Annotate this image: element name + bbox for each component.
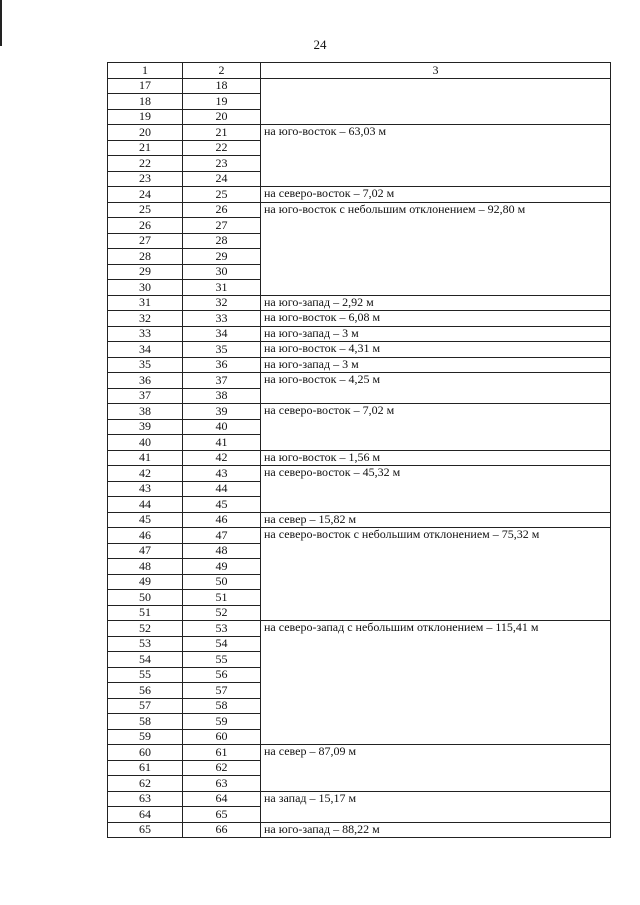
boundary-table — [107, 62, 611, 838]
from-point-cell: 31 — [108, 295, 183, 311]
to-point-cell: 26 — [183, 202, 261, 218]
to-point-cell: 38 — [183, 388, 261, 404]
direction-description-cell: на северо-восток – 45,32 м — [261, 466, 611, 513]
to-point-cell: 25 — [183, 187, 261, 203]
direction-description-cell: на юго-восток – 4,31 м — [261, 342, 611, 358]
to-point-cell: 58 — [183, 698, 261, 714]
from-point-cell: 29 — [108, 264, 183, 280]
from-point-cell: 53 — [108, 636, 183, 652]
from-point-cell: 35 — [108, 357, 183, 373]
to-point-cell: 49 — [183, 559, 261, 575]
page-number: 24 — [313, 37, 327, 52]
table-row — [108, 326, 611, 342]
direction-description-cell: на север – 87,09 м — [261, 745, 611, 792]
from-point-cell: 34 — [108, 342, 183, 358]
to-point-cell: 23 — [183, 156, 261, 172]
from-point-cell: 52 — [108, 621, 183, 637]
direction-description-cell: на юго-восток – 4,25 м — [261, 373, 611, 404]
direction-description-cell: на северо-восток – 7,02 м — [261, 187, 611, 203]
from-point-cell: 61 — [108, 760, 183, 776]
to-point-cell: 24 — [183, 171, 261, 187]
to-point-cell: 45 — [183, 497, 261, 513]
table-row — [108, 373, 611, 389]
direction-description-cell: на северо-восток с небольшим отклонением – 75,32 м — [261, 528, 611, 621]
to-point-cell: 27 — [183, 218, 261, 234]
to-point-cell: 52 — [183, 605, 261, 621]
from-point-cell: 65 — [108, 822, 183, 838]
to-point-cell: 55 — [183, 652, 261, 668]
direction-description-cell: на запад – 15,17 м — [261, 791, 611, 822]
direction-description-cell: на юго-запад – 3 м — [261, 326, 611, 342]
from-point-cell: 64 — [108, 807, 183, 823]
from-point-cell: 45 — [108, 512, 183, 528]
from-point-cell: 59 — [108, 729, 183, 745]
from-point-cell: 47 — [108, 543, 183, 559]
from-point-cell: 19 — [108, 109, 183, 125]
table-row — [108, 621, 611, 637]
from-point-cell: 23 — [108, 171, 183, 187]
to-point-cell: 46 — [183, 512, 261, 528]
from-point-cell: 21 — [108, 140, 183, 156]
table-row — [108, 404, 611, 420]
table-row — [108, 466, 611, 482]
from-point-cell: 43 — [108, 481, 183, 497]
to-point-cell: 44 — [183, 481, 261, 497]
from-point-cell: 24 — [108, 187, 183, 203]
direction-description-cell — [261, 78, 611, 125]
from-point-cell: 20 — [108, 125, 183, 141]
from-point-cell: 42 — [108, 466, 183, 482]
from-point-cell: 54 — [108, 652, 183, 668]
to-point-cell: 62 — [183, 760, 261, 776]
table-row — [108, 202, 611, 218]
to-point-cell: 31 — [183, 280, 261, 296]
table-row — [108, 342, 611, 358]
column-header-3: 3 — [261, 63, 611, 79]
to-point-cell: 37 — [183, 373, 261, 389]
table-header-row — [108, 63, 611, 79]
direction-description-cell: на юго-восток – 1,56 м — [261, 450, 611, 466]
from-point-cell: 60 — [108, 745, 183, 761]
from-point-cell: 62 — [108, 776, 183, 792]
table-row — [108, 512, 611, 528]
from-point-cell: 17 — [108, 78, 183, 94]
from-point-cell: 27 — [108, 233, 183, 249]
direction-description-cell: на юго-восток – 63,03 м — [261, 125, 611, 187]
to-point-cell: 63 — [183, 776, 261, 792]
table-row — [108, 125, 611, 141]
to-point-cell: 36 — [183, 357, 261, 373]
to-point-cell: 35 — [183, 342, 261, 358]
to-point-cell: 50 — [183, 574, 261, 590]
to-point-cell: 30 — [183, 264, 261, 280]
from-point-cell: 22 — [108, 156, 183, 172]
from-point-cell: 37 — [108, 388, 183, 404]
direction-description-cell: на юго-восток – 6,08 м — [261, 311, 611, 327]
from-point-cell: 26 — [108, 218, 183, 234]
table-row — [108, 187, 611, 203]
from-point-cell: 56 — [108, 683, 183, 699]
direction-description-cell: на северо-восток – 7,02 м — [261, 404, 611, 451]
column-header-2: 2 — [183, 63, 261, 79]
to-point-cell: 20 — [183, 109, 261, 125]
direction-description-cell: на север – 15,82 м — [261, 512, 611, 528]
to-point-cell: 47 — [183, 528, 261, 544]
to-point-cell: 28 — [183, 233, 261, 249]
to-point-cell: 42 — [183, 450, 261, 466]
from-point-cell: 25 — [108, 202, 183, 218]
table-row — [108, 295, 611, 311]
to-point-cell: 41 — [183, 435, 261, 451]
table-row — [108, 311, 611, 327]
table-row — [108, 745, 611, 761]
table-row — [108, 791, 611, 807]
from-point-cell: 41 — [108, 450, 183, 466]
to-point-cell: 34 — [183, 326, 261, 342]
to-point-cell: 56 — [183, 667, 261, 683]
table-row — [108, 78, 611, 94]
to-point-cell: 40 — [183, 419, 261, 435]
direction-description-cell: на юго-запад – 88,22 м — [261, 822, 611, 838]
to-point-cell: 32 — [183, 295, 261, 311]
from-point-cell: 28 — [108, 249, 183, 265]
to-point-cell: 19 — [183, 94, 261, 110]
to-point-cell: 66 — [183, 822, 261, 838]
direction-description-cell: на северо-запад с небольшим отклонением – 115,41 м — [261, 621, 611, 745]
to-point-cell: 65 — [183, 807, 261, 823]
from-point-cell: 36 — [108, 373, 183, 389]
from-point-cell: 48 — [108, 559, 183, 575]
direction-description-cell: на юго-восток с небольшим отклонением – 92,80 м — [261, 202, 611, 295]
table-row — [108, 357, 611, 373]
to-point-cell: 18 — [183, 78, 261, 94]
from-point-cell: 39 — [108, 419, 183, 435]
from-point-cell: 49 — [108, 574, 183, 590]
to-point-cell: 48 — [183, 543, 261, 559]
table-row — [108, 822, 611, 838]
from-point-cell: 63 — [108, 791, 183, 807]
from-point-cell: 44 — [108, 497, 183, 513]
to-point-cell: 57 — [183, 683, 261, 699]
to-point-cell: 39 — [183, 404, 261, 420]
from-point-cell: 55 — [108, 667, 183, 683]
to-point-cell: 43 — [183, 466, 261, 482]
to-point-cell: 61 — [183, 745, 261, 761]
to-point-cell: 54 — [183, 636, 261, 652]
direction-description-cell: на юго-запад – 2,92 м — [261, 295, 611, 311]
from-point-cell: 58 — [108, 714, 183, 730]
from-point-cell: 46 — [108, 528, 183, 544]
to-point-cell: 51 — [183, 590, 261, 606]
from-point-cell: 33 — [108, 326, 183, 342]
to-point-cell: 60 — [183, 729, 261, 745]
from-point-cell: 40 — [108, 435, 183, 451]
to-point-cell: 29 — [183, 249, 261, 265]
direction-description-cell: на юго-запад – 3 м — [261, 357, 611, 373]
table-row — [108, 528, 611, 544]
to-point-cell: 22 — [183, 140, 261, 156]
column-header-1: 1 — [108, 63, 183, 79]
table-row — [108, 450, 611, 466]
to-point-cell: 21 — [183, 125, 261, 141]
to-point-cell: 59 — [183, 714, 261, 730]
from-point-cell: 38 — [108, 404, 183, 420]
from-point-cell: 32 — [108, 311, 183, 327]
to-point-cell: 64 — [183, 791, 261, 807]
from-point-cell: 50 — [108, 590, 183, 606]
to-point-cell: 53 — [183, 621, 261, 637]
from-point-cell: 51 — [108, 605, 183, 621]
from-point-cell: 30 — [108, 280, 183, 296]
from-point-cell: 18 — [108, 94, 183, 110]
to-point-cell: 33 — [183, 311, 261, 327]
from-point-cell: 57 — [108, 698, 183, 714]
